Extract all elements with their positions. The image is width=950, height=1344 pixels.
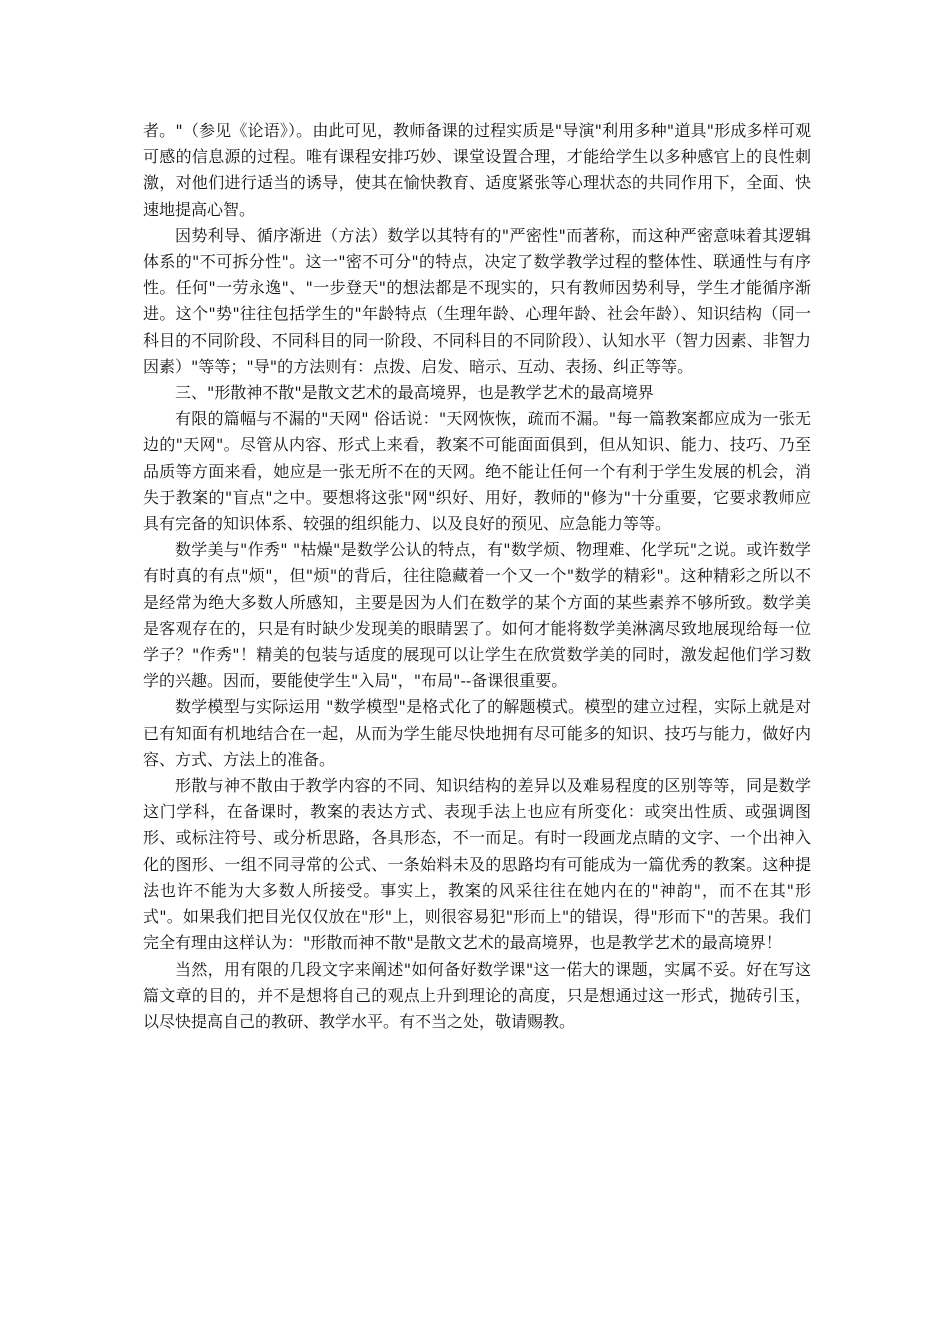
paragraph-heaven-net: 有限的篇幅与不漏的"天网" 俗话说："天网恢恢，疏而不漏。"每一篇教案都应成为一张无边的"天网"。尽管从内容、形式上来看，教案不可能面面俱到，但从知识、能力、技巧、乃至品质等方面来看，她应是一张无所不在的天网。绝不能让任何一个有利于学生发展的机会，消失于教案的"盲点"之中。要想将这张"网"织好、用好，教师的"修为"十分重要，它要求教师应具有完备的知识体系、较强的组织能力、以及良好的预见、应急能力等等。 bbox=[143, 409, 811, 534]
paragraph-continuation: 者。"（参见《论语》）。由此可见，教师备课的过程实质是"导演"利用多种"道具"形成多样可观可感的信息源的过程。唯有课程安排巧妙、课堂设置合理，才能给学生以多种感官上的良性刺激，对他们进行适当的诱导，使其在愉快教育、适度紧张等心理状态的共同作用下，全面、快速地提高心智。 bbox=[143, 121, 811, 219]
paragraph-guidance-method: 因势利导、循序渐进（方法）数学以其特有的"严密性"而著称，而这种严密意味着其逻辑体系的"不可拆分性"。这一"密不可分"的特点，决定了数学教学过程的整体性、联通性与有序性。任何"一劳永逸"、"一步登天"的想法都是不现实的，只有教师因势利导，学生才能循序渐进。这个"势"往往包括学生的"年龄特点（生理年龄、心理年龄、社会年龄）、知识结构（同一科目的不同阶段、不同科目的同一阶段、不同科目的不同阶段）、认知水平（智力因素、非智力因素）"等等；"导"的方法则有：点拨、启发、暗示、互动、表扬、纠正等等。 bbox=[143, 225, 811, 376]
document-body bbox=[143, 118, 811, 1035]
paragraph-form-spirit: 形散与神不散由于教学内容的不同、知识结构的差异以及难易程度的区别等等，同是数学这门学科，在备课时，教案的表达方式、表现手法上也应有所变化：或突出性质、或强调图形、或标注符号、或分析思路，各具形态，不一而足。有时一段画龙点睛的文字、一个出神入化的图形、一组不同寻常的公式、一条始料未及的思路均有可能成为一篇优秀的教案。这种提法也许不能为大多数人所接受。事实上，教案的风采往往在她内在的"神韵"，而不在其"形式"。如果我们把目光仅仅放在"形"上，则很容易犯"形而上"的错误，得"形而下"的苦果。我们完全有理由这样认为："形散而神不散"是散文艺术的最高境界，也是教学艺术的最高境界！ bbox=[143, 776, 811, 953]
section-heading: 三、"形散神不散"是散文艺术的最高境界，也是教学艺术的最高境界 bbox=[175, 383, 654, 403]
paragraph-math-model: 数学模型与实际运用 "数学模型"是格式化了的解题模式。模型的建立过程，实际上就是对已有知面有机地结合在一起，从而为学生能尽快地拥有尽可能多的知识、技巧与能力，做好内容、方式、方法上的准备。 bbox=[143, 697, 811, 769]
paragraph-conclusion: 当然，用有限的几段文字来阐述"如何备好数学课"这一偌大的课题，实属不妥。好在写这篇文章的目的，并不是想将自己的观点上升到理论的高度，只是想通过这一形式，抛砖引玉，以尽快提高自己的教研、教学水平。有不当之处，敬请赐教。 bbox=[143, 959, 811, 1031]
paragraph-math-beauty: 数学美与"作秀" "枯燥"是数学公认的特点，有"数学烦、物理难、化学玩"之说。或许数学有时真的有点"烦"，但"烦"的背后，往往隐藏着一个又一个"数学的精彩"。这种精彩之所以不是经常为绝大多数人所感知，主要是因为人们在数学的某个方面的某些素养不够所致。数学美是客观存在的，只是有时缺少发现美的眼睛罢了。如何才能将数学美淋漓尽致地展现给每一位学子？"作秀"！精美的包装与适度的展现可以让学生在欣赏数学美的同时，激发起他们学习数学的兴趣。因而，要能使学生"入局"，"布局"--备课很重要。 bbox=[143, 540, 811, 691]
